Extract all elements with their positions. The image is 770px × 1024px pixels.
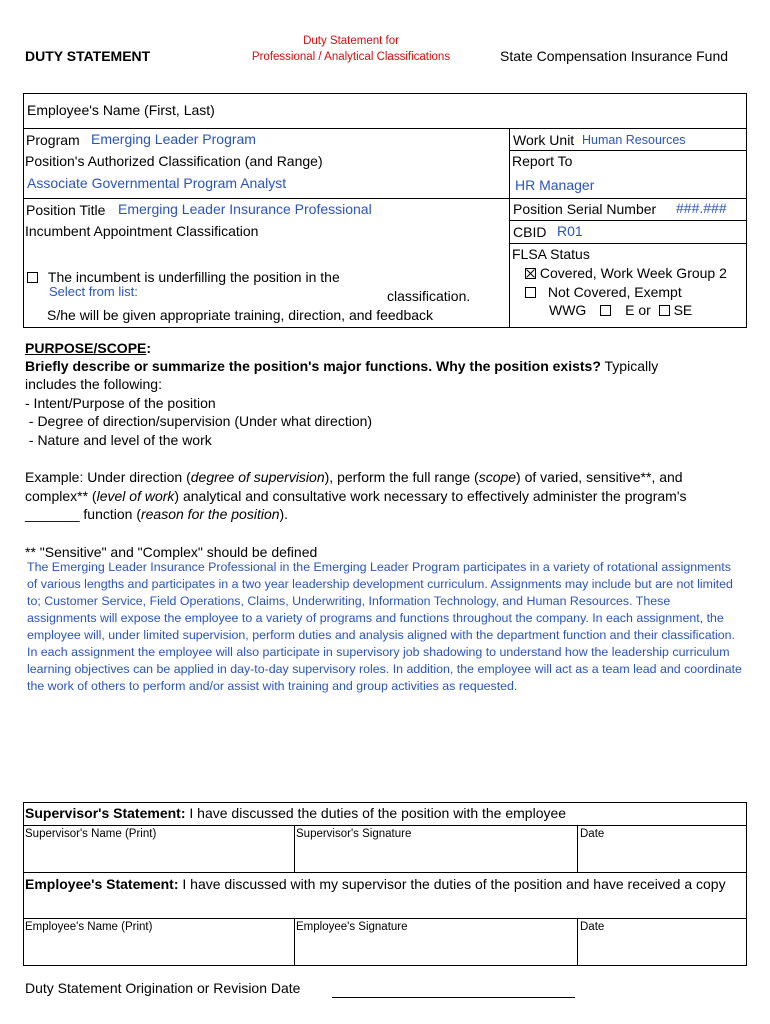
example-line1: Example: Under direction (degree of supervision), perform the full range (scope) of varied, sensitive**, and	[25, 469, 683, 485]
report-to-label: Report To	[512, 153, 573, 169]
classification-value[interactable]: Associate Governmental Program Analyst	[27, 175, 287, 191]
position-title-label: Position Title	[26, 202, 106, 218]
cbid-label: CBID	[513, 224, 547, 240]
flsa-not-covered-label: Not Covered, Exempt	[547, 284, 682, 300]
purpose-heading: PURPOSE/SCOPE	[25, 340, 147, 356]
supervisor-date-field[interactable]: Date	[580, 828, 605, 840]
program-label: Program	[26, 132, 80, 148]
wwg-e-checkbox[interactable]	[600, 305, 611, 316]
work-unit-label: Work Unit	[513, 132, 575, 148]
purpose-intro: Briefly describe or summarize the position's major functions. Why the position exists? Typically	[25, 358, 659, 374]
employee-signature-field[interactable]: Employee's Signature	[296, 921, 408, 933]
cbid-value[interactable]: R01	[557, 223, 583, 239]
organization-name: State Compensation Insurance Fund	[500, 48, 729, 64]
incumbent-label: Incumbent Appointment Classification	[25, 223, 259, 239]
wwg-label: WWG	[549, 302, 587, 318]
purpose-bullet: - Nature and level of the work	[25, 432, 212, 448]
revision-date-field[interactable]	[332, 997, 575, 998]
supervisor-name-field[interactable]: Supervisor's Name (Print)	[25, 828, 157, 840]
example-line3: _______ function (reason for the position).	[25, 506, 289, 522]
underfill-classification-select[interactable]: Select from list:	[49, 284, 138, 299]
classification-suffix: classification.	[387, 288, 471, 304]
underfill-row	[27, 269, 340, 285]
serial-number-label: Position Serial Number	[513, 201, 657, 217]
employee-name-label: Employee's Name (First, Last)	[27, 102, 215, 118]
employee-name-field[interactable]: Employee's Name (Print)	[25, 921, 153, 933]
purpose-bullet: - Intent/Purpose of the position	[25, 395, 216, 411]
employee-date-field[interactable]: Date	[580, 921, 605, 933]
example-line2: complex** (level of work) analytical and consultative work necessary to effectively administer the program's	[25, 488, 687, 504]
work-unit-value[interactable]: Human Resources	[582, 133, 686, 147]
supervisor-statement: Supervisor's Statement: I have discussed the duties of the position with the employee	[25, 805, 567, 821]
flsa-not-covered-checkbox[interactable]	[525, 287, 536, 298]
training-text: S/he will be given appropriate training, direction, and feedback	[47, 307, 434, 323]
purpose-bullet: - Degree of direction/supervision (Under what direction)	[25, 413, 373, 429]
sensitive-note: ** "Sensitive" and "Complex" should be defined	[25, 544, 318, 560]
program-value[interactable]: Emerging Leader Program	[91, 131, 256, 147]
serial-number-value[interactable]: ###.###	[676, 200, 727, 216]
document-title: DUTY STATEMENT	[25, 48, 151, 64]
e-or-label: E or	[625, 302, 651, 318]
revision-date-label: Duty Statement Origination or Revision Date	[25, 980, 301, 996]
subtitle-line1: Duty Statement for	[303, 35, 399, 47]
position-description[interactable]: The Emerging Leader Insurance Professional in the Emerging Leader Program participates in a variety of rotational assignments of various lengths and participates in a two year leadership development curriculum. Assignments may include but are not limited to; Customer Service, Field Operations, Claims, Underwriting, Information Technology, and Human Resources. These assignments will expose the employee to a variety of programs and functions throughout the company. In each assignment, the employee will, under limited supervision, perform duties and analysis aligned with the department function and their classification. In each assignment the employee will also participate in supervisory job shadowing to understand how the leadership curriculum learning objectives can be applied in day-to-day supervisory roles. In addition, the employee will act as a team lead and coordinate the work of others to perform and/or assist with training and group activities as requested.	[27, 560, 742, 693]
subtitle-line2: Professional / Analytical Classifications	[251, 51, 451, 63]
flsa-covered-label: Covered, Work Week Group 2	[539, 265, 727, 281]
wwg-se-checkbox[interactable]	[659, 305, 670, 316]
underfill-checkbox[interactable]	[27, 272, 38, 283]
classification-label: Position's Authorized Classification (and Range)	[25, 153, 323, 169]
purpose-includes: includes the following:	[25, 376, 162, 392]
underfill-text: The incumbent is underfilling the position in the	[47, 269, 340, 285]
wwg-row	[549, 302, 692, 318]
employee-statement: Employee's Statement: I have discussed with my supervisor the duties of the position and have received a copy	[25, 876, 726, 892]
supervisor-signature-field[interactable]: Supervisor's Signature	[296, 828, 412, 840]
flsa-not-covered-option[interactable]	[525, 284, 682, 300]
flsa-covered-checkbox[interactable]	[525, 268, 536, 279]
position-title-value[interactable]: Emerging Leader Insurance Professional	[118, 201, 372, 217]
report-to-value[interactable]: HR Manager	[515, 177, 595, 193]
purpose-heading-row: PURPOSE/SCOPE:	[25, 340, 152, 356]
flsa-label: FLSA Status	[512, 246, 590, 262]
flsa-covered-option[interactable]	[525, 265, 727, 281]
se-label: SE	[673, 302, 693, 318]
